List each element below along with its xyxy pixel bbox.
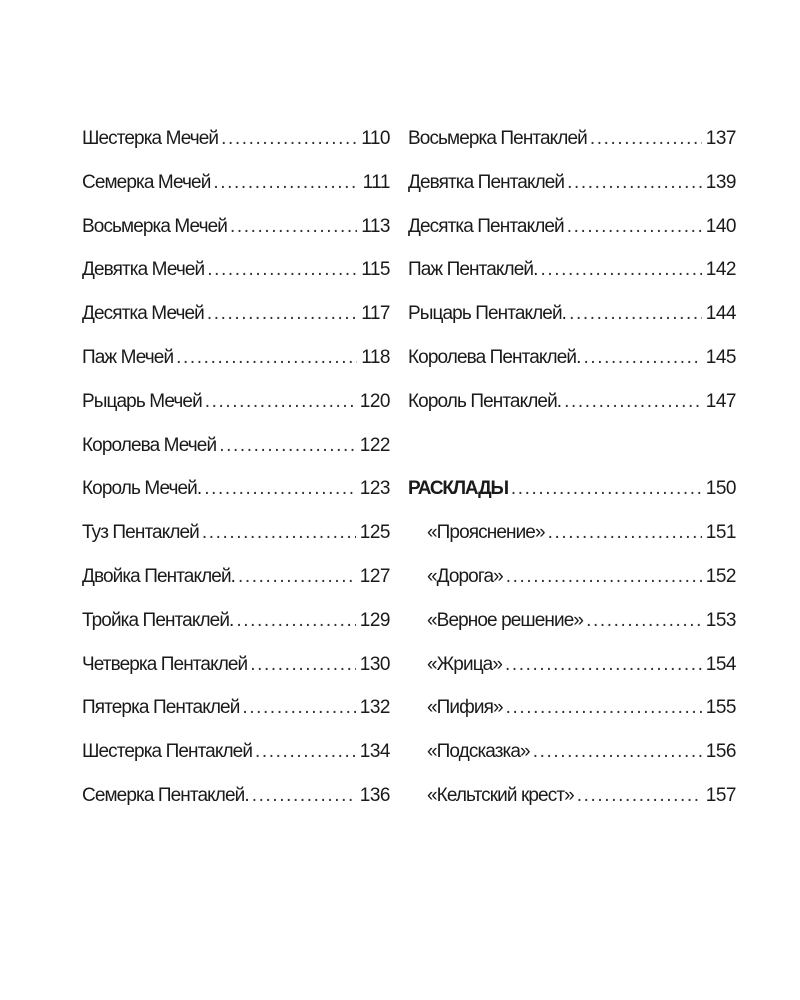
- toc-right-column: [408, 128, 736, 829]
- toc-entry-title: Тройка Пентаклей.: [82, 609, 234, 631]
- toc-entry: [82, 391, 390, 435]
- toc-entry-title: Рыцарь Мечей: [82, 390, 202, 412]
- toc-entry-page: 129: [359, 609, 390, 631]
- dot-leader: [219, 435, 356, 457]
- toc-entry-page: 151: [705, 522, 736, 544]
- toc-entry: [82, 259, 390, 303]
- toc-entry: [408, 172, 736, 216]
- toc-entry-title: Десятка Пентаклей: [408, 215, 564, 237]
- toc-entry-title: Королева Мечей: [82, 434, 217, 456]
- dot-leader: [569, 303, 702, 325]
- toc-entry-page: 137: [705, 128, 736, 149]
- toc-entry-page: 118: [361, 346, 390, 368]
- toc-section-heading: [408, 478, 736, 522]
- toc-subentry: [408, 697, 736, 741]
- toc-entry: [82, 785, 390, 829]
- toc-subentry: [408, 741, 736, 785]
- toc-entry-page: 125: [359, 522, 390, 544]
- toc-entry-page: 140: [705, 215, 736, 237]
- dot-leader: [207, 303, 357, 325]
- dot-leader: [505, 654, 702, 676]
- dot-leader: [213, 172, 358, 194]
- toc-entry-page: 139: [705, 171, 736, 193]
- toc-entry-page: 142: [705, 259, 736, 281]
- dot-leader: [564, 391, 702, 413]
- dot-leader: [567, 172, 702, 194]
- toc-entry-title: «Верное решение»: [427, 609, 584, 631]
- toc-entry-page: 155: [705, 697, 736, 719]
- dot-leader: [567, 216, 702, 238]
- toc-entry-title: Семерка Пентаклей.: [82, 784, 249, 806]
- toc-entry: [408, 216, 736, 260]
- toc-entry: [82, 522, 390, 566]
- toc-entry-title: Королева Пентаклей.: [408, 346, 581, 368]
- toc-entry-page: 152: [705, 565, 736, 587]
- toc-entry-title: Восьмерка Пентаклей: [408, 128, 587, 149]
- dot-leader: [205, 391, 356, 413]
- toc-entry-title: Десятка Мечей: [82, 303, 204, 325]
- toc-entry-title: Король Мечей.: [82, 478, 202, 500]
- toc-entry: [82, 303, 390, 347]
- dot-leader: [548, 522, 702, 544]
- toc-entry: [408, 128, 736, 172]
- toc-entry-title: Шестерка Пентаклей: [82, 741, 253, 763]
- dot-leader: [204, 478, 356, 500]
- toc-entry: [82, 566, 390, 610]
- toc-entry-page: 145: [705, 346, 736, 368]
- dot-leader: [230, 216, 357, 238]
- toc-entry-page: 154: [705, 653, 736, 675]
- dot-leader: [207, 259, 357, 281]
- dot-leader: [590, 128, 702, 150]
- toc-entry-title: «Жрица»: [427, 653, 503, 675]
- toc-entry-title: Шестерка Мечей: [82, 128, 219, 149]
- toc-entry-title: «Дорога»: [427, 565, 503, 587]
- toc-entry: [82, 216, 390, 260]
- dot-leader: [583, 347, 701, 369]
- toc-entry-page: 153: [705, 609, 736, 631]
- toc-entry-title: Рыцарь Пентаклей.: [408, 303, 567, 325]
- toc-entry-title: Восьмерка Мечей: [82, 215, 227, 237]
- toc-entry-page: 134: [359, 741, 390, 763]
- toc-entry-title: Девятка Мечей: [82, 259, 205, 281]
- toc-entry-title: «Кельтский крест»: [427, 784, 574, 806]
- toc-entry: [408, 347, 736, 391]
- dot-leader: [236, 610, 355, 632]
- toc-entry-page: 127: [359, 565, 390, 587]
- toc-entry-page: 113: [361, 215, 390, 237]
- toc-subentry: [408, 522, 736, 566]
- toc-subentry: [408, 566, 736, 610]
- toc-entry: [408, 391, 736, 435]
- toc-section-page: 150: [705, 478, 736, 500]
- toc-entry: [82, 435, 390, 479]
- dot-leader: [506, 566, 702, 588]
- toc-entry-title: Туз Пентаклей: [82, 522, 199, 544]
- toc-entry-title: Двойка Пентаклей.: [82, 565, 236, 587]
- toc-left-column: [82, 128, 390, 829]
- dot-leader: [511, 478, 702, 500]
- dot-leader: [221, 128, 357, 150]
- dot-leader: [540, 259, 701, 281]
- toc-entry: [82, 347, 390, 391]
- toc-entry-title: Четверка Пентаклей: [82, 653, 248, 675]
- dot-leader: [506, 697, 702, 719]
- dot-leader: [202, 522, 356, 544]
- toc-entry-page: 130: [359, 653, 390, 675]
- toc-entry: [82, 654, 390, 698]
- toc-entry-title: Девятка Пентаклей: [408, 171, 565, 193]
- toc-entry-page: 147: [705, 390, 736, 412]
- toc-section-title: РАСКЛАДЫ: [408, 478, 508, 500]
- toc-entry-page: 110: [361, 128, 390, 149]
- toc-entry: [82, 128, 390, 172]
- toc-entry-page: 132: [359, 697, 390, 719]
- toc-entry-title: Паж Мечей: [82, 346, 174, 368]
- toc-entry: [82, 610, 390, 654]
- dot-leader: [176, 347, 357, 369]
- toc-subentry: [408, 610, 736, 654]
- toc-entry: [82, 697, 390, 741]
- toc-entry: [82, 172, 390, 216]
- section-spacer: [408, 435, 736, 479]
- toc-entry-page: 157: [705, 784, 736, 806]
- toc-entry-title: «Прояснение»: [427, 522, 545, 544]
- dot-leader: [577, 785, 702, 807]
- dot-leader: [586, 610, 702, 632]
- toc-entry-page: 156: [705, 741, 736, 763]
- toc-entry: [408, 259, 736, 303]
- toc-subentry: [408, 785, 736, 829]
- toc-entry-title: Король Пентаклей.: [408, 390, 562, 412]
- toc-entry-title: Пятерка Пентаклей: [82, 697, 240, 719]
- dot-leader: [250, 654, 356, 676]
- toc-entry-title: Семерка Мечей: [82, 171, 211, 193]
- dot-leader: [533, 741, 702, 763]
- toc-entry-page: 120: [359, 390, 390, 412]
- dot-leader: [252, 785, 356, 807]
- toc-entry-page: 115: [361, 259, 390, 281]
- toc-entry-page: 136: [359, 784, 390, 806]
- toc-entry-page: 144: [705, 303, 736, 325]
- toc-entry-page: 123: [359, 478, 390, 500]
- toc-entry-title: «Подсказка»: [427, 741, 530, 763]
- toc-entry: [408, 303, 736, 347]
- dot-leader: [242, 697, 355, 719]
- toc-entry: [82, 741, 390, 785]
- toc-entry: [82, 478, 390, 522]
- dot-leader: [238, 566, 356, 588]
- toc-subentry: [408, 654, 736, 698]
- toc-entry-title: «Пифия»: [427, 697, 503, 719]
- toc-entry-page: 111: [362, 171, 390, 193]
- toc-entry-page: 122: [359, 434, 390, 456]
- toc-entry-title: Паж Пентаклей.: [408, 259, 538, 281]
- dot-leader: [255, 741, 356, 763]
- toc-entry-page: 117: [361, 303, 390, 325]
